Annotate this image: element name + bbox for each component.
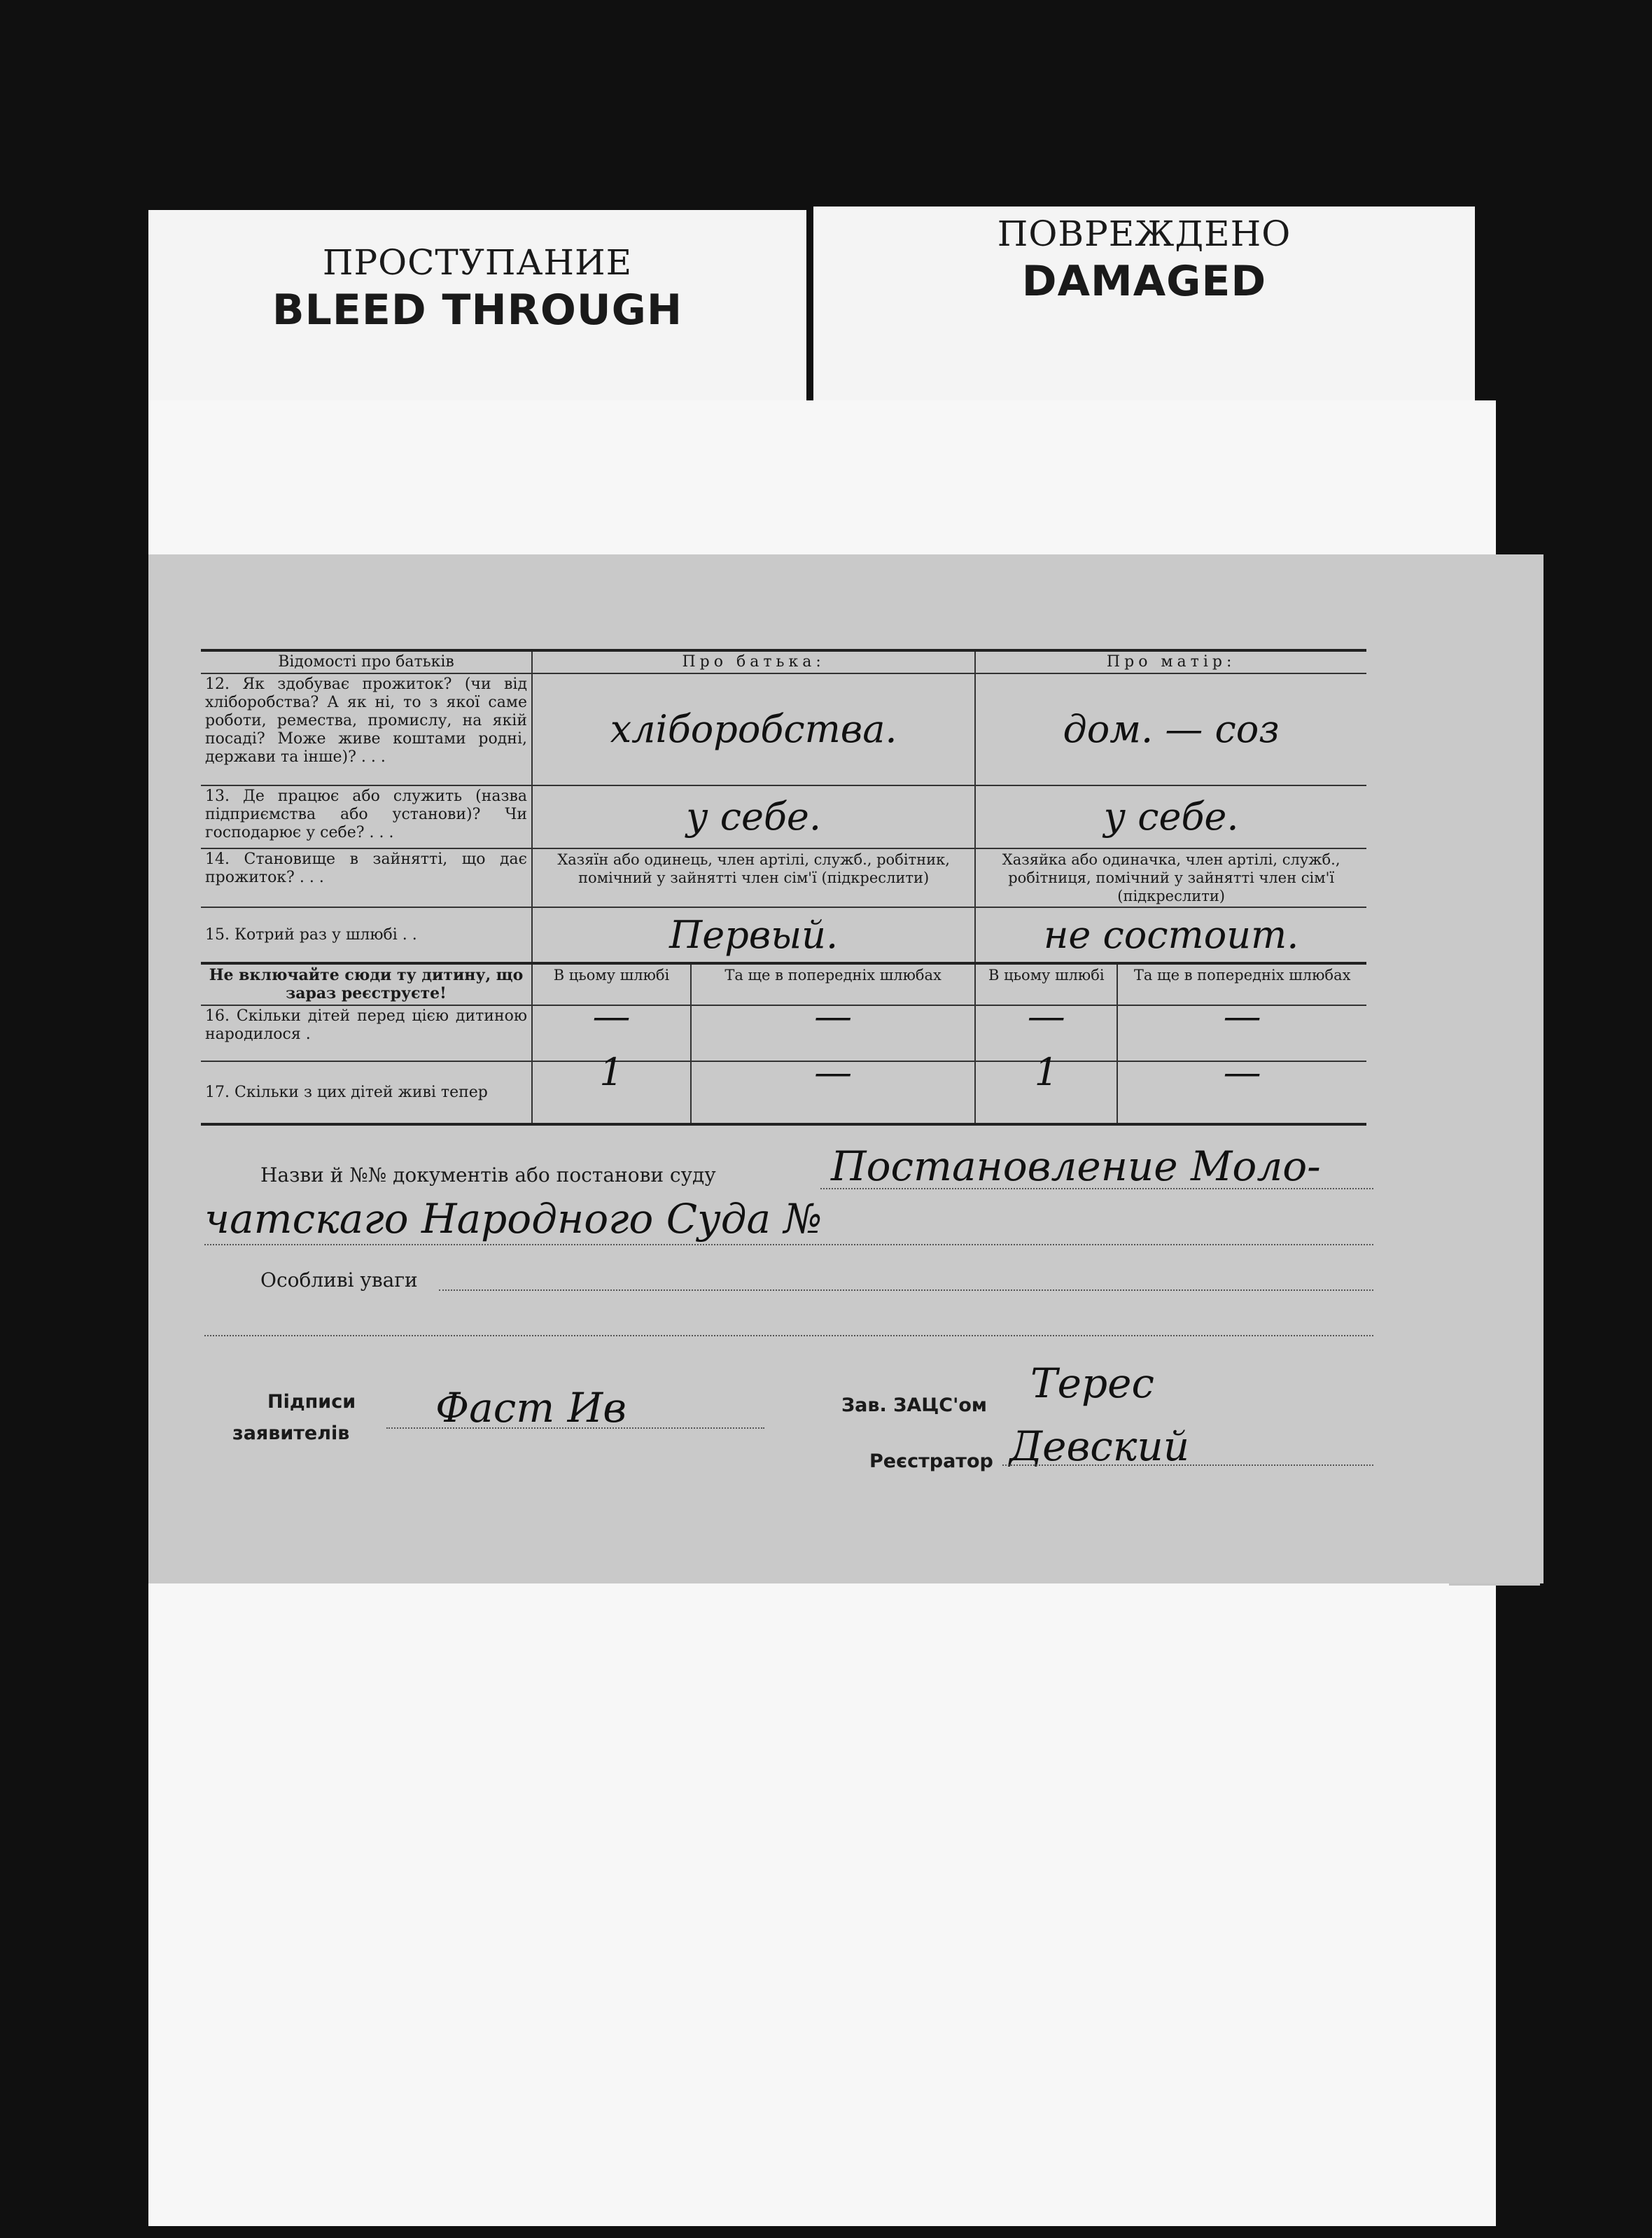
header-parents-info: Відомості про батьків bbox=[278, 653, 454, 671]
label-ru-text: ПРОСТУПАНИЕ bbox=[322, 242, 633, 283]
question-15: 15. Котрий раз у шлюбі . . bbox=[205, 925, 417, 944]
table-header-row bbox=[201, 650, 1366, 673]
father-marriage-count: Первый. bbox=[532, 907, 975, 963]
documents-value-2: чатскаго Народного Суда № bbox=[204, 1195, 822, 1243]
parents-info-table bbox=[201, 649, 1366, 1126]
header-father: Про батька: bbox=[532, 650, 975, 673]
father-previous-header: Та ще в попередніх шлюбах bbox=[691, 963, 975, 1005]
children-note: Не включайте сюди ту дитину, що зараз реєструєте! bbox=[209, 966, 524, 1002]
registration-form-card bbox=[148, 554, 1544, 1583]
head-label: Зав. ЗАЦС'ом bbox=[841, 1394, 987, 1416]
father-this-marriage-header: В цьому шлюбі bbox=[532, 963, 691, 1005]
father-workplace: у себе. bbox=[532, 785, 975, 848]
applicant-signature: Фаст Ив bbox=[435, 1384, 626, 1432]
father-occupation: хліборобства. bbox=[532, 673, 975, 785]
table-row bbox=[201, 673, 1366, 785]
registrar-signature: Девский bbox=[1009, 1422, 1190, 1470]
signatures-label-2: заявителів bbox=[232, 1422, 350, 1444]
table-row bbox=[201, 785, 1366, 848]
label-en-text: BLEED THROUGH bbox=[272, 286, 683, 335]
question-12: 12. Як здобуває прожиток? (чи від хліборобства? А як ні, то з якої саме роботи, ремества, промислу, на якій посаді? Може живе коштами родні, держави та інше)? . . . bbox=[205, 676, 527, 766]
documents-value-1: Постановление Моло- bbox=[831, 1142, 1321, 1190]
question-16: 16. Скільки дітей перед цією дитиною народилося . bbox=[205, 1007, 527, 1043]
signatures-label-1: Підписи bbox=[267, 1391, 356, 1413]
question-14: 14. Становище в зайнятті, що дає прожиток? . . . bbox=[205, 851, 527, 886]
documents-label: Назви й №№ документів або постанови суду bbox=[260, 1163, 716, 1187]
dotted-line bbox=[386, 1427, 764, 1429]
table-row bbox=[201, 1061, 1366, 1124]
special-notes-label: Особливі уваги bbox=[260, 1268, 418, 1292]
children-header-row bbox=[201, 963, 1366, 1005]
dotted-line bbox=[439, 1289, 1373, 1291]
mother-previous-header: Та ще в попередніх шлюбах bbox=[1117, 963, 1366, 1005]
header-mother: Про матір: bbox=[975, 650, 1366, 673]
cell-value: — bbox=[691, 1061, 975, 1124]
mother-occupation: дом. — coз bbox=[975, 673, 1366, 785]
question-13: 13. Де працює або служить (назва підприємства або установи)? Чи господарює у себе? . . . bbox=[205, 788, 527, 841]
cell-value: 1 bbox=[975, 1061, 1117, 1124]
father-status: Хазяїн або одинець, член артілі, служб., робітник, помічний у зайнятті член сім'ї (підкреслити) bbox=[532, 848, 975, 907]
mother-status: Хазяйка або одиначка, член артілі, служб., робітниця, помічний у зайнятті член сім'ї (підкреслити) bbox=[975, 848, 1366, 907]
mother-marriage-count: не состоит. bbox=[975, 907, 1366, 963]
cell-value: — bbox=[1117, 1061, 1366, 1124]
cell-value: — bbox=[532, 1005, 691, 1061]
mother-this-marriage-header: В цьому шлюбі bbox=[975, 963, 1117, 1005]
cell-value: 1 bbox=[532, 1061, 691, 1124]
question-17: 17. Скільки з цих дітей живі тепер bbox=[205, 1083, 488, 1101]
dotted-line bbox=[204, 1244, 1373, 1245]
registrar-label: Реєстратор bbox=[869, 1450, 993, 1472]
cell-value: — bbox=[691, 1005, 975, 1061]
mother-workplace: у себе. bbox=[975, 785, 1366, 848]
table-row bbox=[201, 907, 1366, 963]
dotted-line bbox=[1002, 1464, 1373, 1466]
dotted-line bbox=[820, 1188, 1373, 1189]
cell-value: — bbox=[1117, 1005, 1366, 1061]
table-row bbox=[201, 848, 1366, 907]
dotted-line bbox=[204, 1335, 1373, 1336]
label-en-text: DAMAGED bbox=[1021, 257, 1267, 306]
cell-value: — bbox=[975, 1005, 1117, 1061]
label-ru-text: ПОВРЕЖДЕНО bbox=[997, 214, 1292, 254]
head-signature: Терес bbox=[1030, 1359, 1154, 1407]
table-row bbox=[201, 1005, 1366, 1061]
